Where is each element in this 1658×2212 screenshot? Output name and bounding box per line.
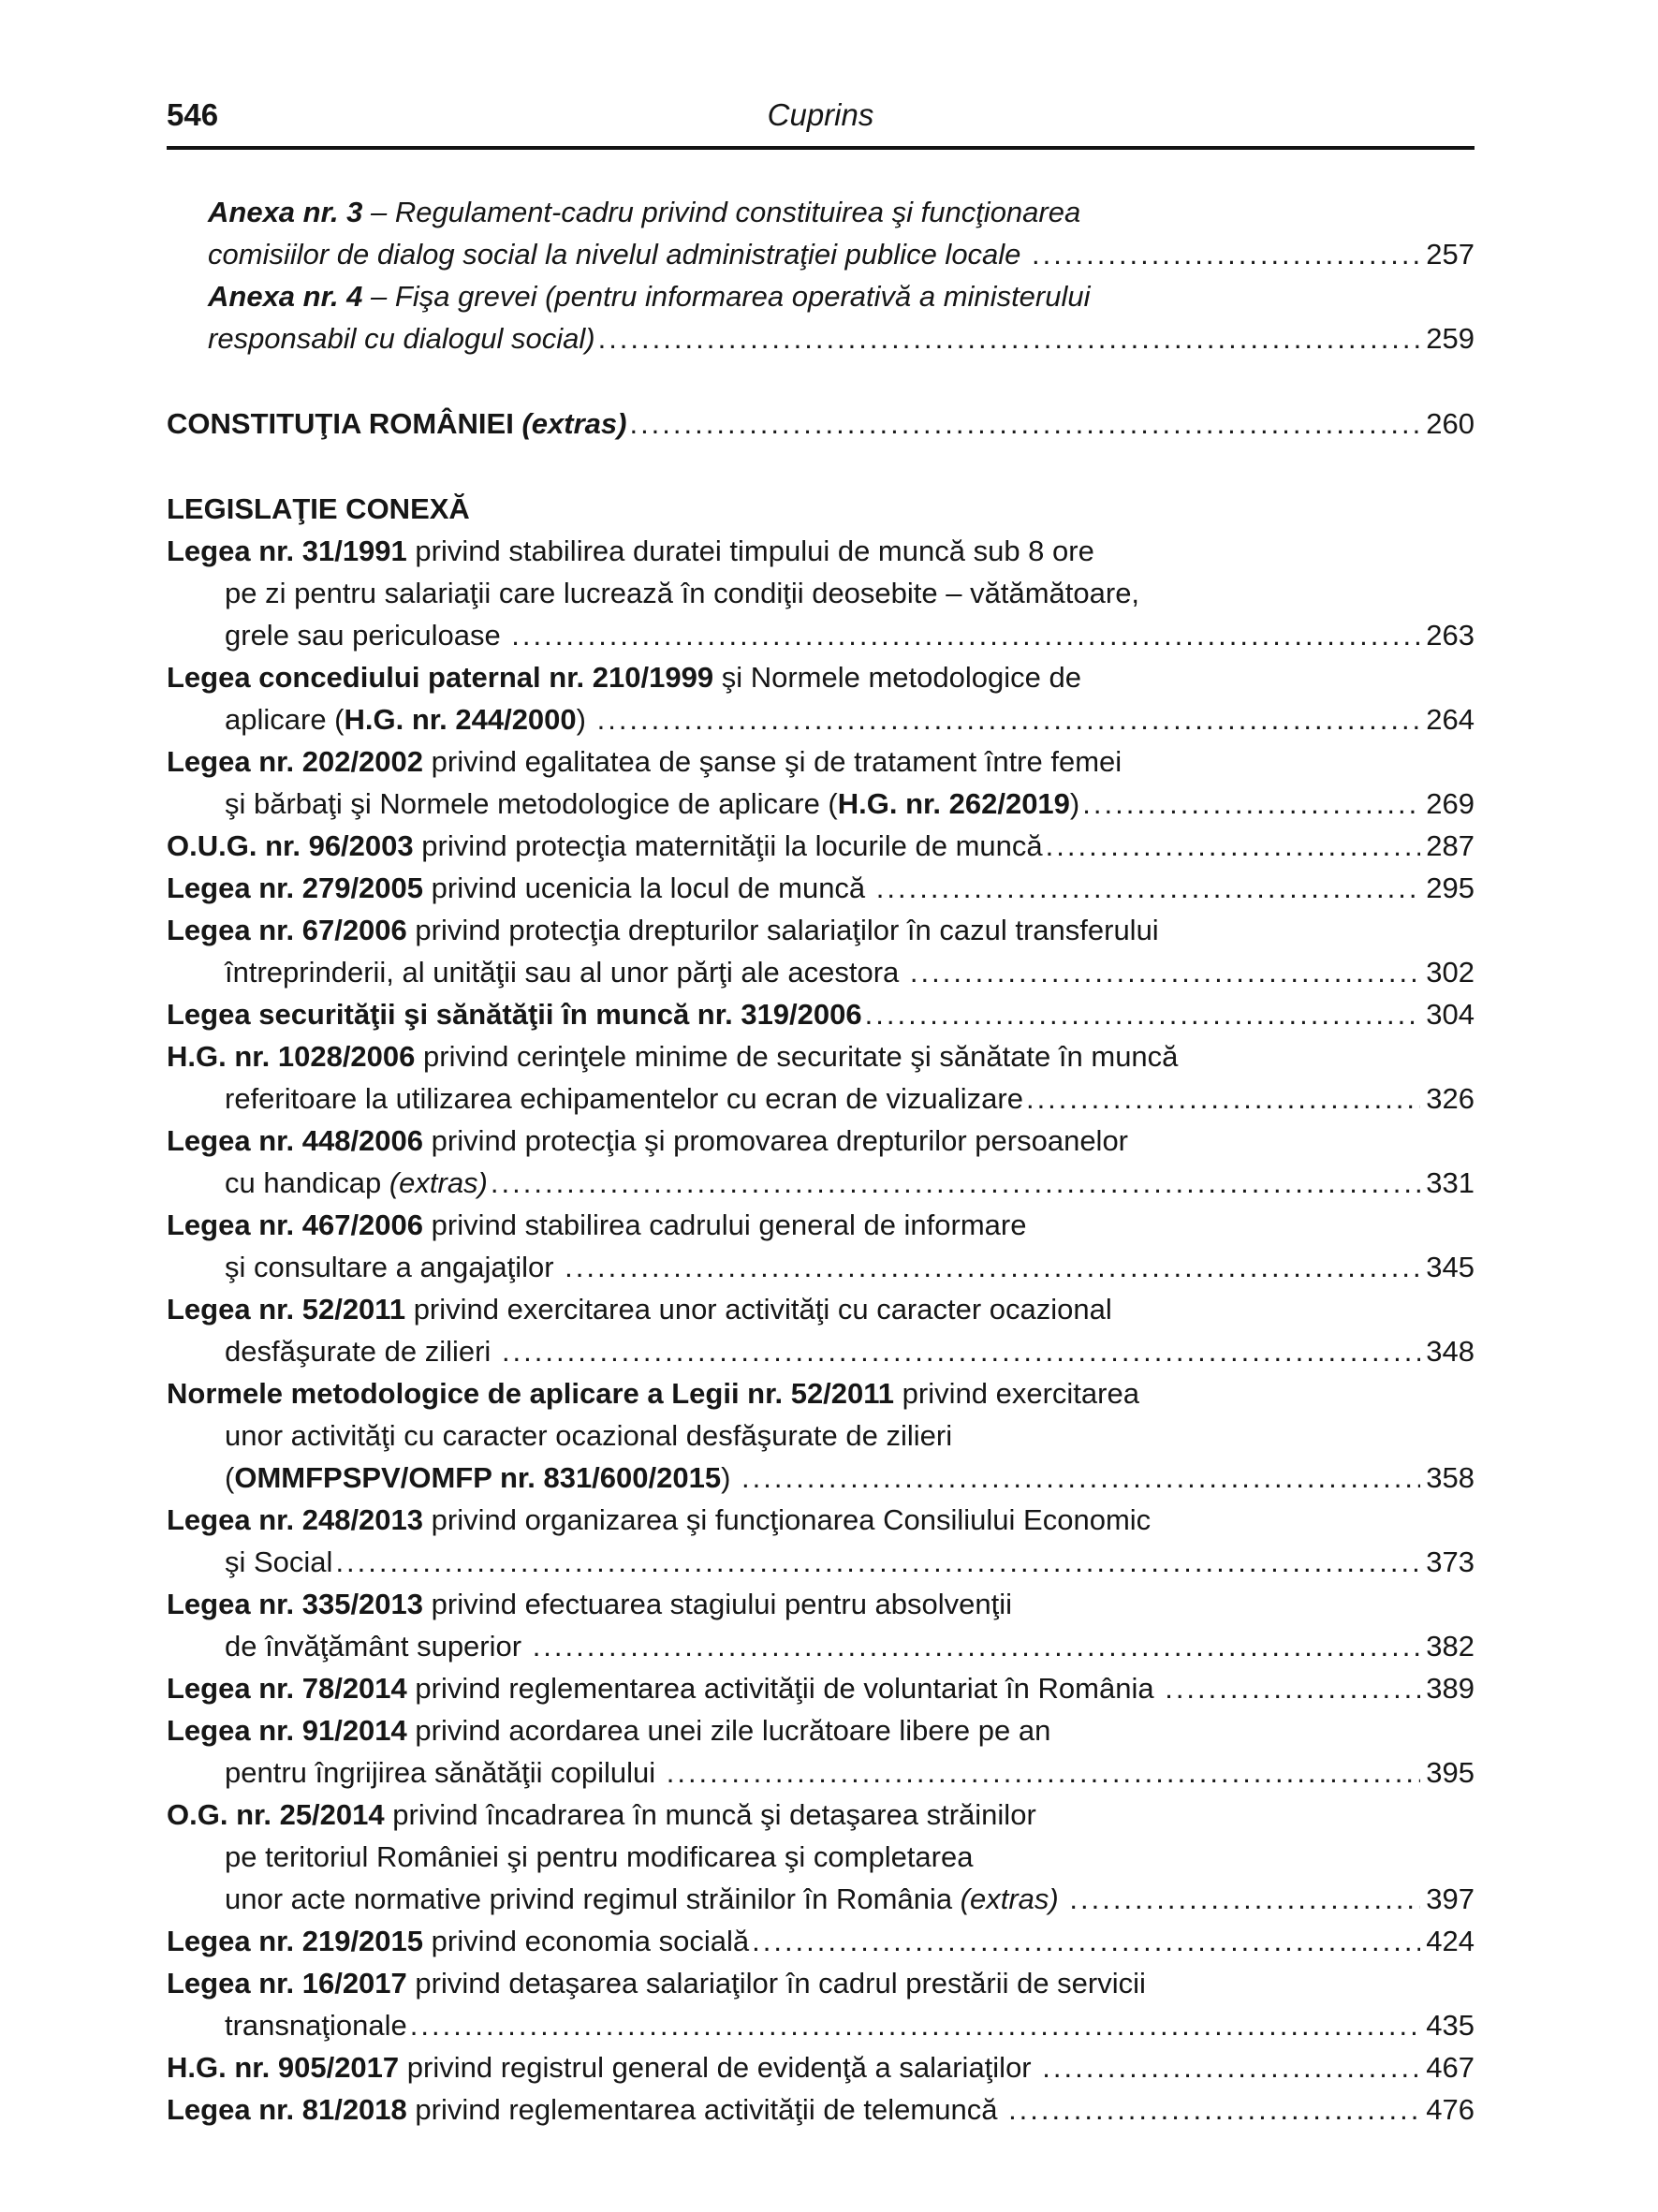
toc-text-segment: Legea nr. 78/2014: [167, 1672, 407, 1705]
toc-line: [208, 233, 1475, 275]
toc-text-segment: H.G. nr. 262/2019: [837, 787, 1070, 820]
toc-line-text: [225, 698, 594, 740]
toc-text-segment: privind ucenicia la locul de muncă: [423, 872, 873, 904]
toc-page-number: 260: [1426, 407, 1475, 440]
toc-text-segment: şi Social: [225, 1545, 333, 1578]
toc-text-segment: Legea nr. 335/2013: [167, 1588, 424, 1620]
dot-leader: [1069, 1878, 1420, 1920]
toc-line-text: [167, 2046, 1039, 2088]
toc-line: [167, 1709, 1475, 1751]
toc-text-segment: privind cerinţele minime de securitate şi sănătate în muncă: [415, 1040, 1179, 1073]
toc-text-segment: privind registrul general de evidenţă a salariaţilor: [399, 2051, 1040, 2084]
toc-page-number: 467: [1426, 2051, 1475, 2084]
toc-text-segment: – Fişa grevei (pentru informarea operativă a ministerului: [362, 280, 1091, 313]
toc-line-text: [167, 1204, 1026, 1246]
toc-text-segment: OMMFPSPV/OMFP nr. 831/600/2015: [234, 1461, 722, 1494]
toc-line-text: [167, 993, 862, 1035]
toc-line-text: [167, 1583, 1012, 1625]
toc-text-segment: Legea nr. 219/2015: [167, 1925, 424, 1957]
dot-leader: [565, 1246, 1420, 1288]
toc-entry-legea-78-2014: [167, 1667, 1475, 1709]
toc-line-text: [225, 951, 907, 993]
dot-leader: [1082, 783, 1420, 825]
toc-line-text: [167, 1667, 1162, 1709]
toc-line-text: [225, 1162, 488, 1204]
toc-line: [167, 1499, 1475, 1541]
toc-line-text: [167, 530, 1094, 572]
page-title: Cuprins: [767, 97, 874, 132]
toc-page-number: 358: [1426, 1461, 1475, 1494]
toc-line: [225, 1246, 1475, 1288]
toc-page-number: 476: [1426, 2093, 1475, 2126]
toc-line-text: [225, 1625, 530, 1667]
toc-entry-legea-31-1991: [167, 530, 1475, 656]
toc-text-segment: Legea nr. 202/2002: [167, 745, 424, 778]
toc-page-number: 424: [1426, 1925, 1475, 1957]
toc-text-segment: privind reglementarea activităţii de voluntariat în România: [406, 1672, 1163, 1705]
toc-line: [167, 1035, 1475, 1077]
toc-line-text: [225, 1457, 739, 1499]
toc-line: [225, 1625, 1475, 1667]
toc-text-segment: şi bărbaţi şi Normele metodologice de aplicare (: [225, 787, 838, 820]
toc-text-segment: (extras): [389, 1166, 488, 1199]
toc-text-segment: aplicare (: [225, 703, 345, 736]
toc-line: [167, 1120, 1475, 1162]
toc-entry-legea-52-2011: [167, 1288, 1475, 1372]
toc-text-segment: Legea nr. 467/2006: [167, 1209, 424, 1241]
toc-line: [225, 2004, 1475, 2046]
toc-entry-hg-1028-2006: [167, 1035, 1475, 1120]
toc-line: [225, 1330, 1475, 1372]
toc-text-segment: H.G. nr. 905/2017: [167, 2051, 400, 2084]
header-page-number: 546: [167, 97, 219, 132]
toc-text-segment: privind protecţia drepturilor salariaţilor în cazul transferului: [406, 914, 1159, 946]
toc-line: [167, 2046, 1475, 2088]
toc-line: [167, 530, 1475, 572]
toc-entry-legea-concediului-paternal-210-1999: [167, 656, 1475, 740]
toc-text-segment: privind încadrarea în muncă şi detaşarea străinilor: [384, 1798, 1036, 1831]
toc-line: [208, 191, 1475, 233]
toc-line-text: [167, 2088, 1005, 2131]
toc-entry-legea-248-2013: [167, 1499, 1475, 1583]
toc-entry-legea-279-2005: [167, 867, 1475, 909]
toc-line-text: [167, 825, 1043, 867]
toc-entry-legea-16-2017: [167, 1962, 1475, 2046]
toc-text-segment: privind exercitarea: [894, 1377, 1139, 1410]
toc-line-text: [225, 1246, 562, 1288]
toc-text-segment: (: [225, 1461, 235, 1494]
toc-entry-oug-96-2003: [167, 825, 1475, 867]
toc-page-number: 395: [1426, 1756, 1475, 1789]
dot-leader: [910, 951, 1420, 993]
toc-text-segment: pentru îngrijirea sănătăţii copilului: [225, 1756, 664, 1789]
toc-line-text: [167, 656, 1081, 698]
toc-text-segment: privind detaşarea salariaţilor în cadrul prestării de servicii: [406, 1967, 1146, 2000]
toc-text-segment: responsabil cu dialogul social): [208, 322, 595, 355]
dot-leader: [741, 1457, 1420, 1499]
toc-page-number: 263: [1426, 619, 1475, 652]
toc-line: [208, 275, 1475, 317]
toc-line-text: [225, 1077, 1023, 1120]
toc-entry-hg-905-2017: [167, 2046, 1475, 2088]
toc-line-text: [225, 614, 508, 656]
toc-text-segment: Legea nr. 91/2014: [167, 1714, 407, 1747]
toc-line: [167, 1667, 1475, 1709]
toc-line: [225, 614, 1475, 656]
toc-text-segment: privind exercitarea unor activităţi cu caracter ocazional: [405, 1293, 1112, 1326]
toc-text-segment: pe zi pentru salariaţii care lucrează în condiţii deosebite – vătămătoare,: [225, 577, 1140, 609]
toc-text-segment: H.G. nr. 1028/2006: [167, 1040, 416, 1073]
toc-line-text: [225, 2004, 407, 2046]
dot-leader: [1032, 233, 1420, 275]
toc-text-segment: [1059, 1882, 1067, 1915]
toc-line-text: [167, 1794, 1036, 1836]
toc-line-text: [225, 1414, 952, 1457]
toc-text-segment: LEGISLAŢIE CONEXĂ: [167, 492, 470, 525]
toc-line-text: [167, 740, 1122, 783]
toc-line: [225, 572, 1475, 614]
toc-line-text: [208, 191, 1080, 233]
dot-leader: [752, 1920, 1420, 1962]
dot-leader: [598, 317, 1421, 359]
toc-text-segment: grele sau periculoase: [225, 619, 509, 652]
toc-page-number: 264: [1426, 703, 1475, 736]
dot-leader: [533, 1625, 1421, 1667]
toc-text-segment: referitoare la utilizarea echipamentelor cu ecran de vizualizare: [225, 1082, 1023, 1115]
toc-line-text: [167, 1709, 1050, 1751]
toc-line: [225, 1077, 1475, 1120]
toc-line-text: [225, 1330, 499, 1372]
dot-leader: [1046, 825, 1421, 867]
toc-text-segment: Legea nr. 67/2006: [167, 914, 407, 946]
toc-text-segment: Legea nr. 16/2017: [167, 1967, 407, 2000]
toc-line-text: [225, 783, 1079, 825]
toc-text-segment: Legea securităţii şi sănătăţii în muncă nr. 319/2006: [167, 998, 862, 1031]
toc-text-segment: întreprinderii, al unităţii sau al unor părţi ale acestora: [225, 956, 907, 989]
toc-line-text: [167, 488, 470, 530]
toc-line: [167, 1583, 1475, 1625]
dot-leader: [876, 867, 1420, 909]
dot-leader: [667, 1751, 1421, 1794]
toc-entry-constitutia-romaniei: [167, 403, 1475, 445]
toc-text-segment: (extras): [521, 407, 627, 440]
toc-line: [167, 867, 1475, 909]
toc-page-number: 257: [1426, 238, 1475, 271]
toc-line: [167, 656, 1475, 698]
toc-line-text: [167, 1962, 1146, 2004]
toc-line-text: [167, 403, 626, 445]
dot-leader: [1165, 1667, 1420, 1709]
toc-page-number: 345: [1426, 1251, 1475, 1283]
toc-line: [167, 825, 1475, 867]
toc-entry-legislatie-conexa: [167, 488, 1475, 530]
toc-line-text: [225, 1541, 332, 1583]
dot-leader: [1042, 2046, 1420, 2088]
toc-line: [167, 2088, 1475, 2131]
toc-line: [167, 909, 1475, 951]
toc-line-text: [167, 1035, 1178, 1077]
toc-line: [167, 1920, 1475, 1962]
toc-line: [225, 1414, 1475, 1457]
toc-text-segment: Legea nr. 31/1991: [167, 535, 407, 567]
toc-line: [167, 1372, 1475, 1414]
dot-leader: [629, 403, 1420, 445]
toc-line: [167, 1204, 1475, 1246]
toc-line-text: [167, 1499, 1151, 1541]
dot-leader: [410, 2004, 1421, 2046]
toc-text-segment: de învăţământ superior: [225, 1630, 530, 1663]
toc-line-text: [225, 1836, 973, 1878]
toc-text-segment: – Regulament-cadru privind constituirea şi funcţionarea: [362, 196, 1081, 228]
toc-line: [167, 740, 1475, 783]
toc-text-segment: Legea nr. 279/2005: [167, 872, 424, 904]
toc-page-number: 326: [1426, 1082, 1475, 1115]
toc-text-segment: Legea nr. 448/2006: [167, 1124, 424, 1157]
toc-line-text: [225, 1878, 1066, 1920]
toc-line: [225, 698, 1475, 740]
toc-line-text: [208, 317, 595, 359]
toc-text-segment: H.G. nr. 244/2000: [344, 703, 577, 736]
toc-text-segment: ): [1069, 787, 1080, 820]
toc-text-segment: O.G. nr. 25/2014: [167, 1798, 385, 1831]
toc-text-segment: pe teritoriul României şi pentru modificarea şi completarea: [225, 1840, 974, 1873]
toc-page-number: 348: [1426, 1335, 1475, 1368]
toc-entry-anexa-4: [167, 275, 1475, 359]
toc-text-segment: privind egalitatea de şanse şi de tratament între femei: [423, 745, 1122, 778]
toc-text-segment: privind stabilirea cadrului general de informare: [423, 1209, 1027, 1241]
toc-text-segment: O.U.G. nr. 96/2003: [167, 829, 414, 862]
toc-page-number: 389: [1426, 1672, 1475, 1705]
toc-page-number: 269: [1426, 787, 1475, 820]
dot-leader: [335, 1541, 1420, 1583]
toc-entry-legea-467-2006: [167, 1204, 1475, 1288]
dot-leader: [865, 993, 1421, 1035]
toc-line: [208, 317, 1475, 359]
dot-leader: [597, 698, 1421, 740]
toc-entry-legea-202-2002: [167, 740, 1475, 825]
toc-entry-normele-metodologice-legea-52-2011: [167, 1372, 1475, 1499]
toc-text-segment: comisiilor de dialog social la nivelul administraţiei publice locale: [208, 238, 1030, 271]
page-header: [167, 97, 1475, 150]
toc-entry-og-25-2014: [167, 1794, 1475, 1920]
dot-leader: [1026, 1077, 1420, 1120]
toc-text-segment: ): [721, 1461, 740, 1494]
toc-text-segment: şi Normele metodologice de: [713, 661, 1081, 694]
toc-page-number: 331: [1426, 1166, 1475, 1199]
toc-text-segment: privind organizarea şi funcţionarea Consiliului Economic: [423, 1503, 1152, 1536]
toc-text-segment: unor activităţi cu caracter ocazional desfăşurate de zilieri: [225, 1419, 953, 1452]
toc-page-number: 435: [1426, 2009, 1475, 2042]
toc-text-segment: Legea concediului paternal nr. 210/1999: [167, 661, 714, 694]
toc-text-segment: privind economia socială: [423, 1925, 750, 1957]
toc-line-text: [167, 1288, 1112, 1330]
toc-text-segment: Anexa nr. 4: [208, 280, 363, 313]
toc-line: [225, 783, 1475, 825]
toc-line: [167, 403, 1475, 445]
toc-text-segment: desfăşurate de zilieri: [225, 1335, 499, 1368]
toc-page-number: 259: [1426, 322, 1475, 355]
toc-line: [167, 488, 1475, 530]
toc-list: [167, 191, 1475, 2131]
toc-text-segment: privind acordarea unei zile lucrătoare libere pe an: [406, 1714, 1051, 1747]
toc-entry-legea-219-2015: [167, 1920, 1475, 1962]
toc-page-number: 287: [1426, 829, 1475, 862]
toc-line-text: [225, 1751, 664, 1794]
toc-entry-legea-448-2006: [167, 1120, 1475, 1204]
toc-line-text: [167, 1372, 1139, 1414]
toc-page-number: 295: [1426, 872, 1475, 904]
toc-text-segment: Normele metodologice de aplicare a Legii nr. 52/2011: [167, 1377, 895, 1410]
toc-text-segment: privind stabilirea duratei timpului de muncă sub 8 ore: [406, 535, 1094, 567]
toc-line: [167, 993, 1475, 1035]
toc-text-segment: CONSTITUŢIA ROMÂNIEI: [167, 407, 522, 440]
toc-text-segment: ): [576, 703, 594, 736]
toc-text-segment: privind reglementarea activităţii de telemuncă: [406, 2093, 1006, 2126]
dot-leader: [491, 1162, 1420, 1204]
toc-line-text: [167, 1120, 1128, 1162]
toc-line: [167, 1962, 1475, 2004]
toc-line: [225, 1162, 1475, 1204]
toc-line: [225, 1878, 1475, 1920]
toc-text-segment: şi consultare a angajaţilor: [225, 1251, 563, 1283]
toc-text-segment: privind protecţia maternităţii la locurile de muncă: [413, 829, 1043, 862]
toc-line-text: [167, 867, 873, 909]
dot-leader: [1008, 2088, 1420, 2131]
toc-page-number: 373: [1426, 1545, 1475, 1578]
toc-page-number: 304: [1426, 998, 1475, 1031]
dot-leader: [511, 614, 1420, 656]
toc-entry-legea-securitatii-319-2006: [167, 993, 1475, 1035]
toc-text-segment: Legea nr. 248/2013: [167, 1503, 424, 1536]
toc-text-segment: privind efectuarea stagiului pentru absolvenţii: [423, 1588, 1013, 1620]
dot-leader: [502, 1330, 1420, 1372]
toc-page-number: 382: [1426, 1630, 1475, 1663]
toc-entry-legea-81-2018: [167, 2088, 1475, 2131]
toc-line-text: [208, 233, 1029, 275]
toc-line-text: [225, 572, 1139, 614]
toc-line-text: [167, 909, 1159, 951]
toc-line: [225, 951, 1475, 993]
toc-page-number: 302: [1426, 956, 1475, 989]
toc-text-segment: Legea nr. 81/2018: [167, 2093, 407, 2126]
toc-line: [225, 1836, 1475, 1878]
toc-line: [167, 1288, 1475, 1330]
toc-text-segment: transnaţionale: [225, 2009, 407, 2042]
toc-text-segment: unor acte normative privind regimul străinilor în România: [225, 1882, 961, 1915]
toc-entry-legea-335-2013: [167, 1583, 1475, 1667]
toc-page-number: 397: [1426, 1882, 1475, 1915]
toc-line: [167, 1794, 1475, 1836]
toc-line: [225, 1751, 1475, 1794]
toc-text-segment: Anexa nr. 3: [208, 196, 363, 228]
toc-line: [225, 1457, 1475, 1499]
toc-entry-anexa-3: [167, 191, 1475, 275]
toc-line-text: [208, 275, 1091, 317]
toc-line-text: [167, 1920, 749, 1962]
toc-text-segment: (extras): [960, 1882, 1059, 1915]
toc-entry-legea-67-2006: [167, 909, 1475, 993]
toc-text-segment: privind protecţia şi promovarea drepturilor persoanelor: [423, 1124, 1129, 1157]
toc-text-segment: cu handicap: [225, 1166, 389, 1199]
toc-text-segment: Legea nr. 52/2011: [167, 1293, 406, 1326]
toc-entry-legea-91-2014: [167, 1709, 1475, 1794]
toc-line: [225, 1541, 1475, 1583]
